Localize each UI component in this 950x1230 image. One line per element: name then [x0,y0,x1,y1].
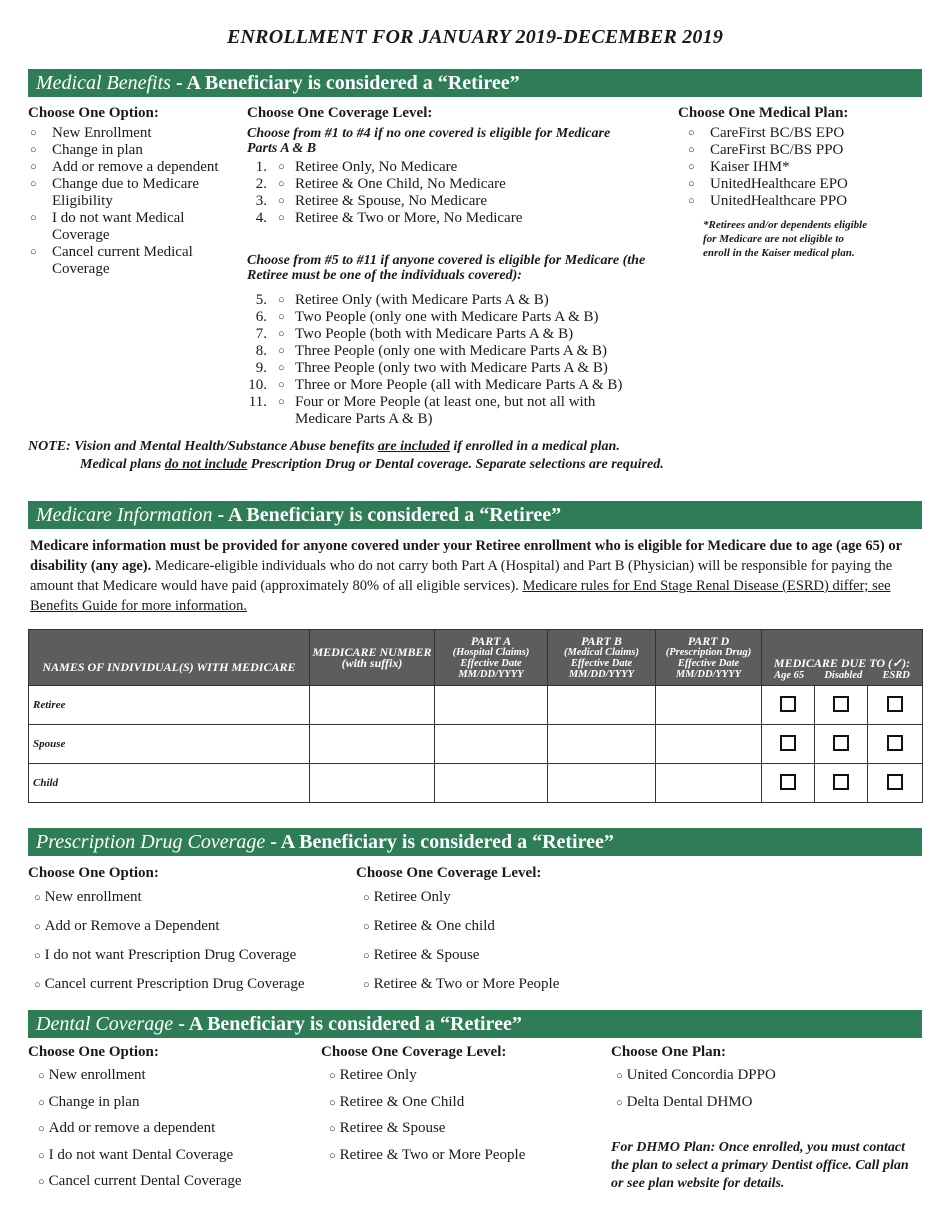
coverage-level-9[interactable]: 9. ○ Three People (only two with Medicare Parts A & B) [255,360,608,376]
checkbox-icon[interactable] [833,774,849,790]
radio-icon[interactable]: ○ [34,921,41,933]
medicare-number-field[interactable] [310,725,435,764]
coverage-level-7[interactable]: 7. ○ Two People (both with Medicare Parts A & B) [255,326,574,342]
medical-option-add-remove-dependent[interactable]: ○ Add or remove a dependent [30,159,219,175]
radio-icon[interactable]: ○ [278,195,285,207]
part-a-date-field[interactable] [435,686,548,725]
medical-group2-list [247,292,672,428]
radio-icon[interactable]: ○ [329,1096,336,1109]
disabled-label: Disabled [824,670,863,681]
dental-coverage-column [321,1044,606,1169]
plan-carefirst-ppo[interactable]: ○ CareFirst BC/BS PPO [688,142,844,158]
medicare-information-header [28,501,922,529]
medical-plan-column [678,105,922,260]
medicare-table [28,629,923,803]
checkbox-icon[interactable] [780,696,796,712]
dental-band-subtitle: - A Beneficiary is considered a “Retiree” [173,1013,522,1035]
dental-plan-united-concordia[interactable]: ○ United Concordia DPPO [616,1067,776,1083]
radio-icon[interactable]: ○ [329,1123,336,1135]
medical-coverage-header: Choose One Coverage Level: [247,105,433,121]
rx-option-list [28,883,348,999]
medical-option-new-enrollment[interactable]: ○ New Enrollment [30,125,152,141]
medical-group1-list [247,159,672,227]
medical-option-cancel[interactable]: ○ Cancel current Medical Coverage [30,244,193,277]
checkbox-icon[interactable] [887,774,903,790]
radio-icon[interactable]: ○ [616,1070,623,1082]
dental-option-column [28,1044,313,1196]
rx-option-new-enrollment[interactable]: ○ New enrollment [34,889,142,905]
radio-icon[interactable]: ○ [34,979,41,991]
dental-coverage-header [28,1010,922,1038]
part-a-date-field[interactable] [435,764,548,803]
dental-option-decline[interactable]: ○ I do not want Dental Coverage [38,1146,234,1163]
col-part-a-header: PART A (Hospital Claims) Effective Date MM/DD/YYYY [435,630,548,686]
row-label: Retiree [29,686,310,725]
row-label: Child [29,764,310,803]
dhmo-note: For DHMO Plan: Once enrolled, you must contact the plan to select a primary Dentist office. Call plan or see plan website for details. [611,1140,909,1191]
radio-icon[interactable]: ○ [38,1149,45,1162]
medicare-band-subtitle: - A Beneficiary is considered a “Retiree” [212,504,562,526]
medical-benefits-header [28,69,922,97]
radio-icon[interactable]: ○ [363,979,370,991]
medical-group2-note: Choose from #5 to #11 if anyone covered is eligible for Medicare (the Retiree must be one of the individuals covered): [247,253,646,283]
col-medicare-number-header: MEDICARE NUMBER (with suffix) [310,630,435,686]
part-b-date-field[interactable] [548,725,656,764]
radio-icon[interactable]: ○ [278,212,285,224]
radio-icon[interactable]: ○ [34,950,41,962]
radio-icon[interactable]: ○ [363,950,370,962]
age-65-label: Age 65 [774,670,805,681]
plan-uhc-ppo[interactable]: ○ UnitedHealthcare PPO [688,193,848,209]
radio-icon[interactable]: ○ [30,178,37,190]
medical-note [28,438,922,474]
col-medicare-due-to-header: MEDICARE DUE TO (✓): Age 65 Disabled ESRD [762,630,923,686]
rx-option-add-remove-dependent[interactable]: ○ Add or Remove a Dependent [34,918,220,934]
part-d-date-field[interactable] [656,725,762,764]
radio-icon[interactable]: ○ [30,127,37,139]
medical-band-title: Medical Benefits [36,72,171,94]
coverage-level-3[interactable]: 3. ○ Retiree & Spouse, No Medicare [255,193,488,209]
checkbox-icon[interactable] [887,696,903,712]
radio-icon[interactable]: ○ [278,311,285,323]
plan-carefirst-epo[interactable]: ○ CareFirst BC/BS EPO [688,125,845,141]
dental-plan-delta-dental[interactable]: ○ Delta Dental DHMO [616,1093,753,1110]
note-line-1: NOTE: Vision and Mental Health/Substance Abuse benefits are included if enrolled in a medical plan. [28,439,620,454]
coverage-level-1[interactable]: 1. ○ Retiree Only, No Medicare [255,159,458,175]
checkbox-icon[interactable] [780,774,796,790]
checkbox-icon[interactable] [887,735,903,751]
rx-coverage-list [356,883,656,999]
page-title: ENROLLMENT FOR JANUARY 2019-DECEMBER 2019 [226,26,724,48]
radio-icon[interactable]: ○ [688,195,695,207]
part-b-date-field[interactable] [548,686,656,725]
esrd-checkbox-cell [868,686,923,725]
dental-plan-header: Choose One Plan: [611,1044,727,1060]
coverage-level-10[interactable]: 10. ○ Three or More People (all with Medicare Parts A & B) [248,377,623,393]
coverage-level-11[interactable]: 11. ○ Four or More People (at least one, but not all with Medicare Parts A & B) [248,394,596,427]
dental-plan-list [611,1063,922,1116]
coverage-level-5[interactable]: 5. ○ Retiree Only (with Medicare Parts A & B) [255,292,549,308]
coverage-level-2[interactable]: 2. ○ Retiree & One Child, No Medicare [255,176,506,192]
table-row-child [29,764,923,803]
rx-coverage-column [356,865,656,999]
medicare-number-field[interactable] [310,686,435,725]
radio-icon[interactable]: ○ [278,294,285,306]
table-row-retiree [29,686,923,725]
medical-plan-list [678,125,922,210]
note-line-2: Medical plans do not include Prescription Drug or Dental coverage. Separate selections are required. [80,457,664,472]
dental-option-cancel[interactable]: ○ Cancel current Dental Coverage [38,1173,242,1189]
kaiser-eligibility-note: *Retirees and/or dependents eligible for Medicare are not eligible to enroll in the Kaiser medical plan. [703,219,868,259]
dental-coverage-retiree-two-or-more[interactable]: ○ Retiree & Two or More People [329,1146,526,1163]
radio-icon[interactable]: ○ [38,1096,45,1109]
rx-coverage-retiree-two-or-more[interactable]: ○ Retiree & Two or More People [363,976,560,992]
plan-kaiser-ihm[interactable]: ○ Kaiser IHM* [688,159,790,175]
medical-option-header: Choose One Option: [28,105,159,121]
radio-icon[interactable]: ○ [363,892,370,904]
esrd-label: ESRD [882,670,910,681]
disabled-checkbox-cell [815,725,868,764]
medical-plan-header: Choose One Medical Plan: [678,105,849,121]
dental-option-header: Choose One Option: [28,1044,159,1060]
dental-coverage-retiree-only[interactable]: ○ Retiree Only [329,1067,417,1083]
radio-icon[interactable]: ○ [278,345,285,357]
medical-option-column [28,105,228,278]
rx-band-subtitle: - A Beneficiary is considered a “Retiree” [265,831,614,853]
checkbox-icon[interactable] [833,735,849,751]
dental-coverage-header: Choose One Coverage Level: [321,1044,507,1060]
rx-coverage-retiree-one-child[interactable]: ○ Retiree & One child [363,918,495,934]
medicare-number-field[interactable] [310,764,435,803]
rx-coverage-retiree-spouse[interactable]: ○ Retiree & Spouse [363,947,480,963]
radio-icon[interactable]: ○ [30,212,37,224]
radio-icon[interactable]: ○ [34,892,41,904]
prescription-drug-header [28,828,922,856]
dental-option-add-remove-dependent[interactable]: ○ Add or remove a dependent [38,1120,216,1136]
col-part-b-header: PART B (Medical Claims) Effective Date MM/DD/YYYY [548,630,656,686]
rx-coverage-retiree-only[interactable]: ○ Retiree Only [363,889,451,905]
radio-icon[interactable]: ○ [329,1149,336,1162]
dental-coverage-list [321,1063,606,1169]
radio-icon[interactable]: ○ [278,362,285,374]
disabled-checkbox-cell [815,764,868,803]
esrd-checkbox-cell [868,764,923,803]
age-65-checkbox-cell [762,725,815,764]
esrd-checkbox-cell [868,725,923,764]
radio-icon[interactable]: ○ [688,127,695,139]
disabled-checkbox-cell [815,686,868,725]
checkbox-icon[interactable] [780,735,796,751]
radio-icon[interactable]: ○ [688,178,695,190]
medical-coverage-column [247,105,672,428]
radio-icon[interactable]: ○ [278,379,285,391]
table-row-spouse [29,725,923,764]
age-65-checkbox-cell [762,686,815,725]
radio-icon[interactable]: ○ [688,161,695,173]
part-a-date-field[interactable] [435,725,548,764]
medical-option-decline[interactable]: ○ I do not want Medical Coverage [30,210,185,243]
radio-icon[interactable]: ○ [278,161,285,173]
dental-band-title: Dental Coverage [36,1013,174,1035]
medical-option-change-plan[interactable]: ○ Change in plan [30,142,143,158]
medicare-band-title: Medicare Information [36,504,213,526]
dental-coverage-retiree-spouse[interactable]: ○ Retiree & Spouse [329,1120,446,1136]
radio-icon[interactable]: ○ [688,144,695,156]
part-d-date-field[interactable] [656,686,762,725]
coverage-level-6[interactable]: 6. ○ Two People (only one with Medicare Parts A & B) [255,309,599,325]
rx-option-column [28,865,348,999]
radio-icon[interactable]: ○ [38,1070,45,1082]
rx-band-title: Prescription Drug Coverage [36,831,266,853]
radio-icon[interactable]: ○ [329,1070,336,1082]
rx-option-decline[interactable]: ○ I do not want Prescription Drug Coverage [34,947,297,963]
row-label: Spouse [29,725,310,764]
radio-icon[interactable]: ○ [278,328,285,340]
coverage-level-4[interactable]: 4. ○ Retiree & Two or More, No Medicare [255,210,523,226]
dental-option-list [28,1063,313,1196]
radio-icon[interactable]: ○ [38,1123,45,1135]
medical-band-subtitle: - A Beneficiary is considered a “Retiree” [170,72,520,94]
col-names-header: NAMES OF INDIVIDUAL(S) WITH MEDICARE [29,630,310,686]
dental-option-change-plan[interactable]: ○ Change in plan [38,1093,140,1110]
part-b-date-field[interactable] [548,764,656,803]
coverage-level-8[interactable]: 8. ○ Three People (only one with Medicare Parts A & B) [255,343,608,359]
radio-icon[interactable]: ○ [30,246,37,258]
medical-group1-note: Choose from #1 to #4 if no one covered is eligible for Medicare Parts A & B [247,126,611,156]
rx-option-cancel[interactable]: ○ Cancel current Prescription Drug Coverage [34,976,305,992]
dental-option-new-enrollment[interactable]: ○ New enrollment [38,1067,146,1083]
dental-plan-column [611,1044,922,1193]
radio-icon[interactable]: ○ [278,178,285,190]
medicare-instructions: Medicare information must be provided for anyone covered under your Retiree enrollment who is eligible for Medicare due to age (age 65) or disability (any age). Medicare-eligible individuals who do not carry both Part A (Hospital) and Part B (Physician) will be responsible for paying the amount that Medicare would have paid (approximately 80% of all eligible services). Medicare rules for End Stage Renal Disease (ESRD) differ; see Benefits Guide for more information. [30,538,902,614]
dental-coverage-retiree-one-child[interactable]: ○ Retiree & One Child [329,1093,465,1110]
radio-icon[interactable]: ○ [363,921,370,933]
col-part-d-header: PART D (Prescription Drug) Effective Date MM/DD/YYYY [656,630,762,686]
radio-icon[interactable]: ○ [30,161,37,173]
medical-option-medicare-eligibility[interactable]: ○ Change due to Medicare Eligibility [30,176,200,209]
radio-icon[interactable]: ○ [616,1096,623,1109]
radio-icon[interactable]: ○ [30,144,37,156]
radio-icon[interactable]: ○ [38,1176,45,1188]
plan-uhc-epo[interactable]: ○ UnitedHealthcare EPO [688,176,848,192]
radio-icon[interactable]: ○ [278,396,285,408]
part-d-date-field[interactable] [656,764,762,803]
age-65-checkbox-cell [762,764,815,803]
rx-option-header: Choose One Option: [28,865,159,881]
rx-coverage-header: Choose One Coverage Level: [356,865,542,881]
checkbox-icon[interactable] [833,696,849,712]
medical-option-list [28,125,228,278]
